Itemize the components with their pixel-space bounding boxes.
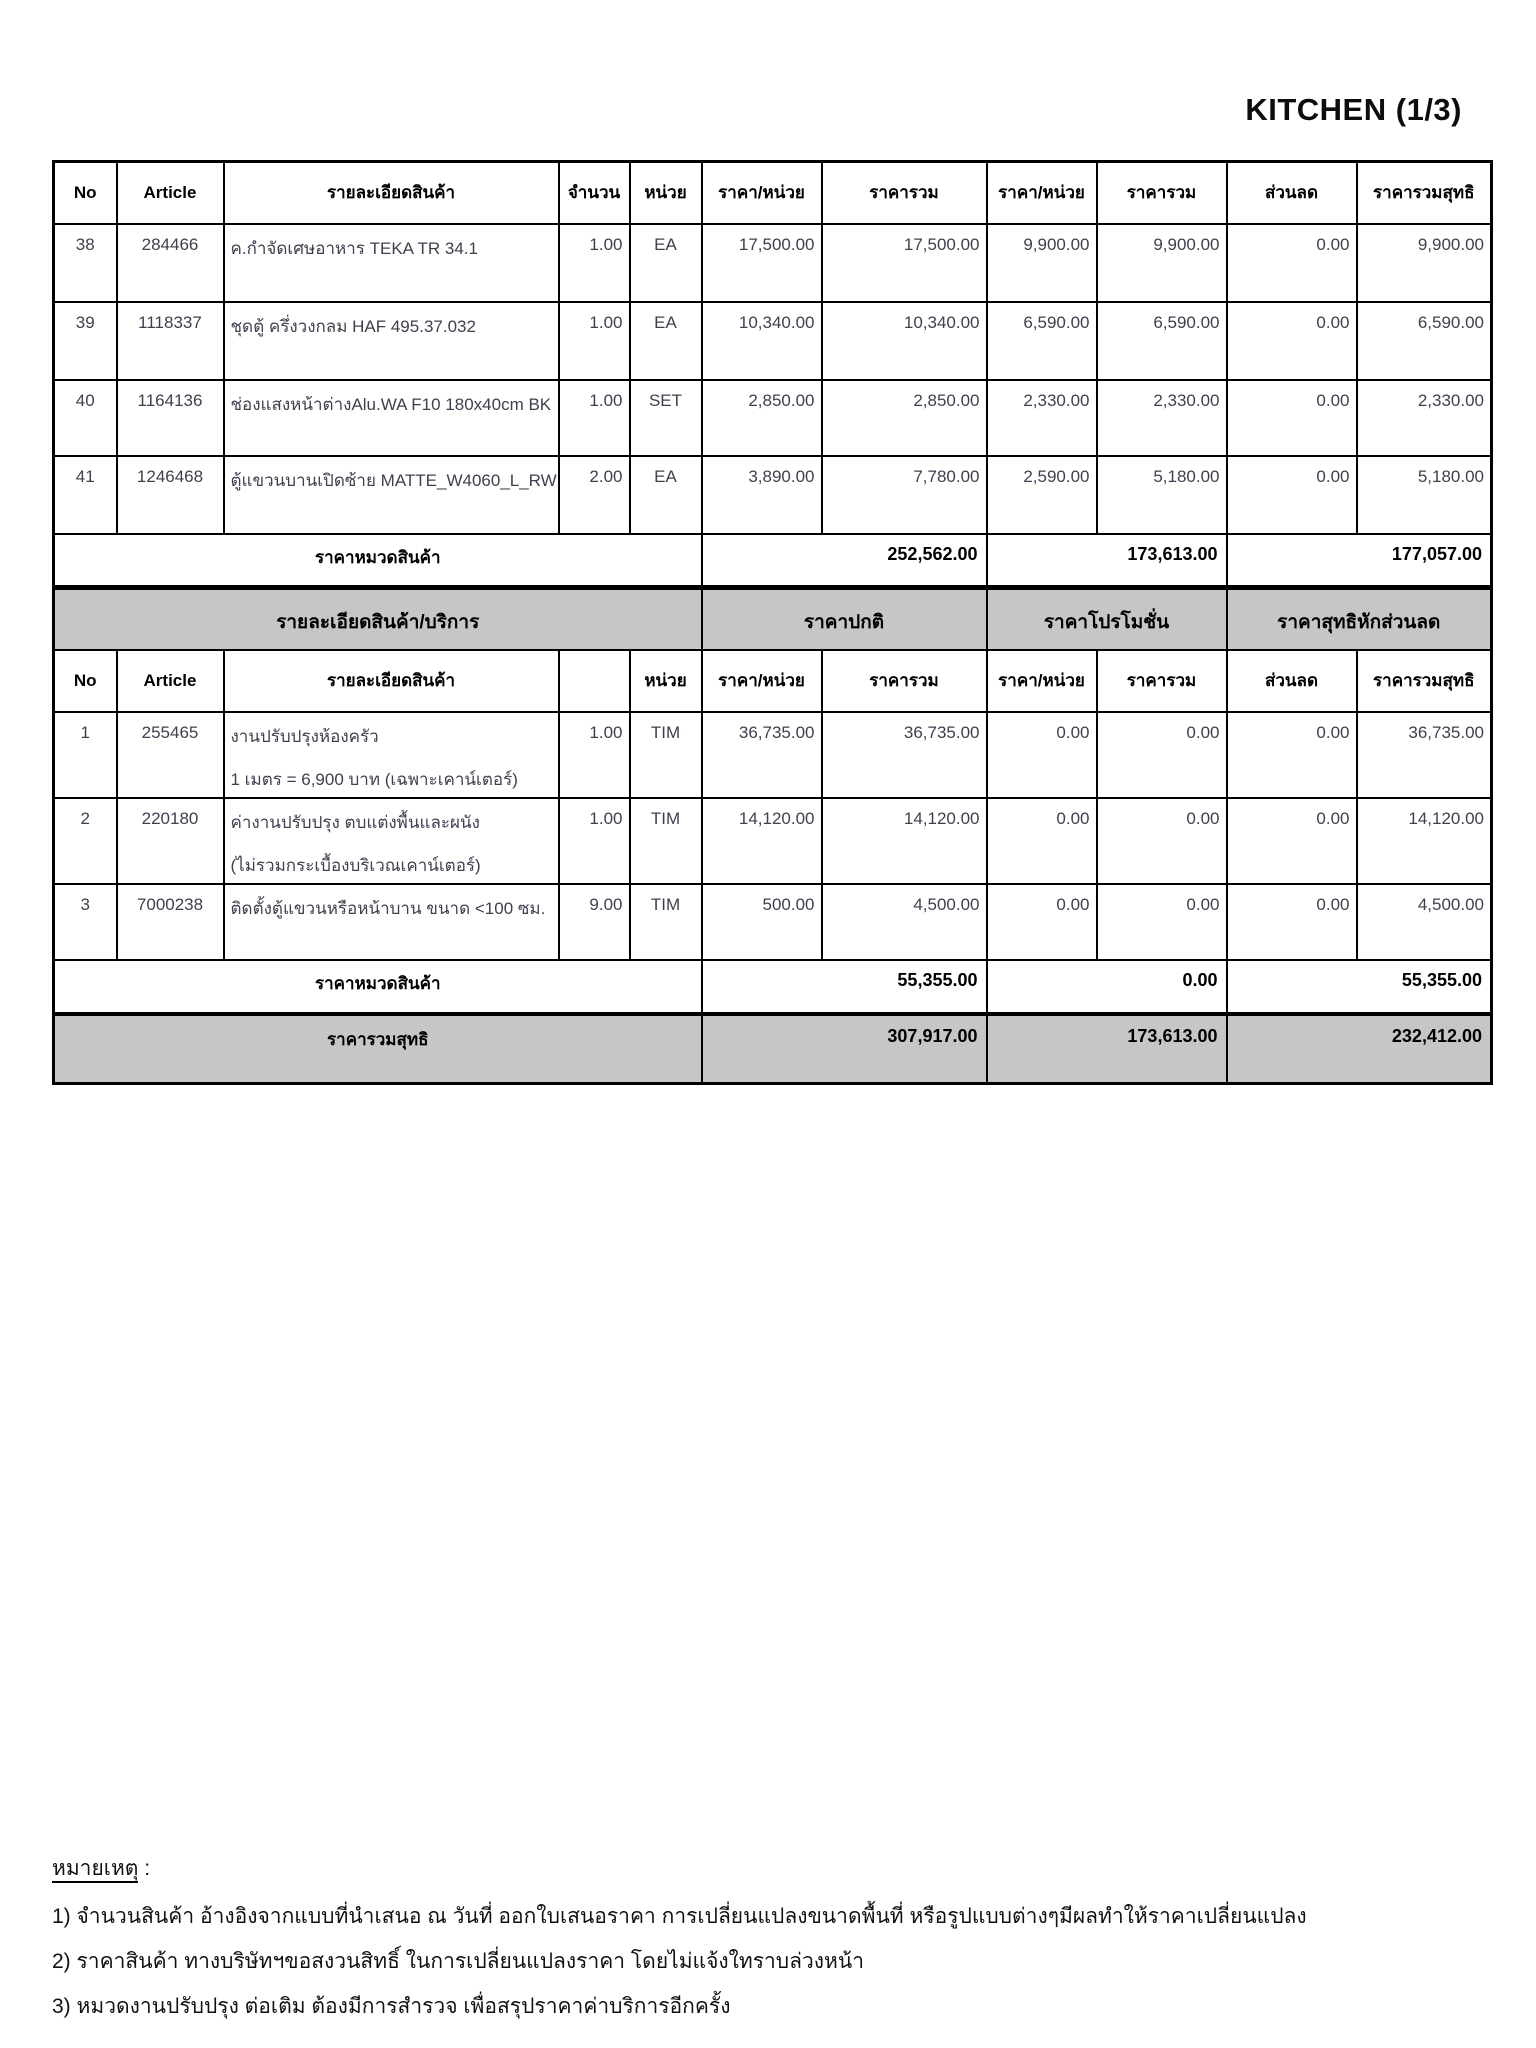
- cell-unit: EA: [630, 302, 702, 380]
- description-line1: ค่างานปรับปรุง ตบแต่งพื้นและผนัง: [230, 812, 480, 832]
- table-row: [54, 798, 1492, 884]
- table1-header-qty: จำนวน: [559, 162, 630, 224]
- cell-article: 284466: [117, 224, 224, 302]
- cell-description: ตู้แขวนบานเปิดซ้าย MATTE_W4060_L_RW: [224, 456, 559, 534]
- table2-header-promo-total: ราคารวม: [1097, 650, 1227, 712]
- cell-discount: 0.00: [1227, 302, 1357, 380]
- cell-description: [224, 798, 559, 884]
- cell-total: 7,780.00: [822, 456, 987, 534]
- description-line2: (ไม่รวมกระเบื้องบริเวณเคาน์เตอร์): [230, 855, 481, 875]
- description-line1: งานปรับปรุงห้องครัว: [230, 726, 379, 746]
- footnote-2: 2) ราคาสินค้า ทางบริษัทฯขอสงวนสิทธิ์ ในการเปลี่ยนแปลงราคา โดยไม่แจ้งใทราบล่วงหน้า: [52, 1950, 865, 1973]
- cell-qty: 1.00: [559, 302, 630, 380]
- cell-total: 36,735.00: [822, 712, 987, 798]
- cell-promo-unit-price: 0.00: [987, 798, 1097, 884]
- cell-total: 10,340.00: [822, 302, 987, 380]
- cell-no: 38: [54, 224, 117, 302]
- section-header-details: รายละเอียดสินค้า/บริการ: [54, 588, 702, 650]
- table2-subtotal-net: 55,355.00: [1227, 960, 1492, 1014]
- cell-unit-price: 14,120.00: [702, 798, 822, 884]
- table2-subtotal-promo: 0.00: [987, 960, 1227, 1014]
- footnote-3: 3) หมวดงานปรับปรุง ต่อเติม ต้องมีการสำรวจ เพื่อสรุปราคาค่าบริการอีกครั้ง: [52, 1995, 731, 2018]
- section-header-normal-price: ราคาปกติ: [702, 588, 987, 650]
- table-row: [54, 884, 1492, 960]
- cell-qty: 1.00: [559, 712, 630, 798]
- table2-header-description: รายละเอียดสินค้า: [224, 650, 559, 712]
- cell-total: 4,500.00: [822, 884, 987, 960]
- page-title-number: (1/3): [1395, 92, 1462, 127]
- table2-header-promo-unit-price: ราคา/หน่วย: [987, 650, 1097, 712]
- table1-header-no: No: [54, 162, 117, 224]
- table2-subtotal-row: [54, 960, 1492, 1014]
- cell-no: 2: [54, 798, 117, 884]
- cell-article: 220180: [117, 798, 224, 884]
- description-line2: 1 เมตร = 6,900 บาท (เฉพาะเคาน์เตอร์): [230, 769, 518, 789]
- table1-subtotal-label: ราคาหมวดสินค้า: [54, 534, 702, 588]
- table2-header-unit-price: ราคา/หน่วย: [702, 650, 822, 712]
- table1-header-article: Article: [117, 162, 224, 224]
- page-title-name: KITCHEN: [1245, 92, 1387, 127]
- cell-discount: 0.00: [1227, 884, 1357, 960]
- cell-qty: 9.00: [559, 884, 630, 960]
- footnotes-heading-colon: :: [138, 1857, 151, 1880]
- page-title: [1245, 92, 1462, 128]
- table1-header-unit: หน่วย: [630, 162, 702, 224]
- cell-no: 41: [54, 456, 117, 534]
- table2-header-unit: หน่วย: [630, 650, 702, 712]
- cell-unit: TIM: [630, 712, 702, 798]
- cell-net-total: 4,500.00: [1357, 884, 1492, 960]
- cell-promo-total: 5,180.00: [1097, 456, 1227, 534]
- cell-qty: 2.00: [559, 456, 630, 534]
- table-row: [54, 302, 1492, 380]
- table2-header-qty: [559, 650, 630, 712]
- section-header-net-price: ราคาสุทธิหักส่วนลด: [1227, 588, 1492, 650]
- table1-header-unit-price: ราคา/หน่วย: [702, 162, 822, 224]
- section-header-row: [54, 588, 1492, 650]
- table1-header-net-total: ราคารวมสุทธิ: [1357, 162, 1492, 224]
- cell-description: ชุดตู้ ครึ่งวงกลม HAF 495.37.032: [224, 302, 559, 380]
- description-line1: ติดตั้งตู้แขวนหรือหน้าบาน ขนาด <100 ซม.: [230, 898, 546, 918]
- cell-description: [224, 712, 559, 798]
- cell-discount: 0.00: [1227, 798, 1357, 884]
- cell-net-total: 2,330.00: [1357, 380, 1492, 456]
- table2-subtotal-normal: 55,355.00: [702, 960, 987, 1014]
- grand-total-label: ราคารวมสุทธิ: [54, 1014, 702, 1084]
- cell-promo-unit-price: 6,590.00: [987, 302, 1097, 380]
- cell-unit: EA: [630, 456, 702, 534]
- cell-unit-price: 36,735.00: [702, 712, 822, 798]
- table1-header-row: [54, 162, 1492, 224]
- cell-unit: TIM: [630, 798, 702, 884]
- cell-no: 3: [54, 884, 117, 960]
- grand-total-promo: 173,613.00: [987, 1014, 1227, 1084]
- cell-promo-unit-price: 0.00: [987, 712, 1097, 798]
- table-row: [54, 456, 1492, 534]
- table2-header-article: Article: [117, 650, 224, 712]
- cell-article: 1164136: [117, 380, 224, 456]
- cell-article: 1246468: [117, 456, 224, 534]
- table2-subtotal-label: ราคาหมวดสินค้า: [54, 960, 702, 1014]
- cell-no: 39: [54, 302, 117, 380]
- cell-promo-total: 9,900.00: [1097, 224, 1227, 302]
- section-header-promo-price: ราคาโปรโมชั่น: [987, 588, 1227, 650]
- cell-no: 40: [54, 380, 117, 456]
- cell-description: [224, 884, 559, 960]
- grand-total-normal: 307,917.00: [702, 1014, 987, 1084]
- cell-discount: 0.00: [1227, 380, 1357, 456]
- cell-net-total: 14,120.00: [1357, 798, 1492, 884]
- table1-header-promo-total: ราคารวม: [1097, 162, 1227, 224]
- cell-discount: 0.00: [1227, 712, 1357, 798]
- footnotes: [52, 1852, 1512, 2036]
- cell-promo-total: 0.00: [1097, 884, 1227, 960]
- table1-subtotal-promo: 173,613.00: [987, 534, 1227, 588]
- cell-promo-total: 2,330.00: [1097, 380, 1227, 456]
- table2-header-net-total: ราคารวมสุทธิ: [1357, 650, 1492, 712]
- table1-header-total: ราคารวม: [822, 162, 987, 224]
- cell-qty: 1.00: [559, 380, 630, 456]
- cell-description: ค.กำจัดเศษอาหาร TEKA TR 34.1: [224, 224, 559, 302]
- quotation-table-wrap: [52, 160, 1490, 1085]
- cell-net-total: 6,590.00: [1357, 302, 1492, 380]
- cell-unit-price: 2,850.00: [702, 380, 822, 456]
- cell-discount: 0.00: [1227, 456, 1357, 534]
- cell-net-total: 36,735.00: [1357, 712, 1492, 798]
- cell-description: ช่องแสงหน้าต่างAlu.WA F10 180x40cm BK: [224, 380, 559, 456]
- cell-no: 1: [54, 712, 117, 798]
- cell-promo-total: 0.00: [1097, 712, 1227, 798]
- table-row: [54, 380, 1492, 456]
- quotation-table: [52, 160, 1493, 1085]
- cell-net-total: 9,900.00: [1357, 224, 1492, 302]
- table2-header-no: No: [54, 650, 117, 712]
- cell-unit: SET: [630, 380, 702, 456]
- table-row: [54, 224, 1492, 302]
- cell-article: 1118337: [117, 302, 224, 380]
- cell-total: 14,120.00: [822, 798, 987, 884]
- cell-total: 17,500.00: [822, 224, 987, 302]
- table-row: [54, 712, 1492, 798]
- cell-qty: 1.00: [559, 224, 630, 302]
- cell-total: 2,850.00: [822, 380, 987, 456]
- cell-unit-price: 10,340.00: [702, 302, 822, 380]
- table2-header-row: [54, 650, 1492, 712]
- cell-article: 255465: [117, 712, 224, 798]
- cell-unit-price: 500.00: [702, 884, 822, 960]
- cell-promo-total: 0.00: [1097, 798, 1227, 884]
- cell-unit-price: 3,890.00: [702, 456, 822, 534]
- grand-total-row: [54, 1014, 1492, 1084]
- table1-subtotal-row: [54, 534, 1492, 588]
- cell-qty: 1.00: [559, 798, 630, 884]
- table2-header-discount: ส่วนลด: [1227, 650, 1357, 712]
- table1-header-discount: ส่วนลด: [1227, 162, 1357, 224]
- table1-header-description: รายละเอียดสินค้า: [224, 162, 559, 224]
- footnotes-heading-text: หมายเหตุ: [52, 1857, 138, 1883]
- cell-promo-unit-price: 2,590.00: [987, 456, 1097, 534]
- table1-subtotal-normal: 252,562.00: [702, 534, 987, 588]
- cell-net-total: 5,180.00: [1357, 456, 1492, 534]
- table1-header-promo-unit-price: ราคา/หน่วย: [987, 162, 1097, 224]
- cell-promo-unit-price: 0.00: [987, 884, 1097, 960]
- cell-discount: 0.00: [1227, 224, 1357, 302]
- cell-article: 7000238: [117, 884, 224, 960]
- table2-header-total: ราคารวม: [822, 650, 987, 712]
- grand-total-net: 232,412.00: [1227, 1014, 1492, 1084]
- footnotes-heading: [52, 1852, 1512, 1885]
- footnote-1: 1) จำนวนสินค้า อ้างอิงจากแบบที่นำเสนอ ณ วันที่ ออกใบเสนอราคา การเปลี่ยนแปลงขนาดพื้นที่ หรือรูปแบบต่างๆมีผลทำให้ราคาเปลี่ยนแปลง: [52, 1905, 1307, 1928]
- cell-promo-unit-price: 2,330.00: [987, 380, 1097, 456]
- cell-unit: EA: [630, 224, 702, 302]
- cell-unit-price: 17,500.00: [702, 224, 822, 302]
- cell-promo-unit-price: 9,900.00: [987, 224, 1097, 302]
- table1-subtotal-net: 177,057.00: [1227, 534, 1492, 588]
- cell-promo-total: 6,590.00: [1097, 302, 1227, 380]
- cell-unit: TIM: [630, 884, 702, 960]
